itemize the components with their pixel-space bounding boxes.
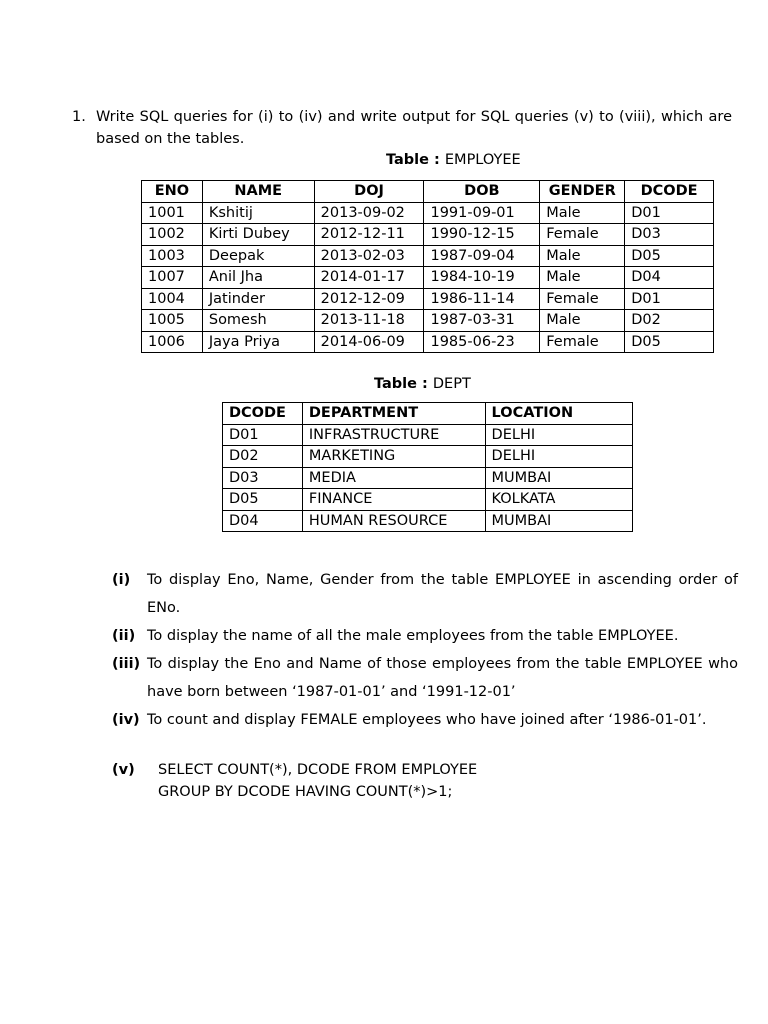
dept-table-caption	[374, 376, 471, 392]
table-row	[223, 446, 633, 468]
table-cell: D05	[223, 489, 303, 511]
table-cell: Female	[540, 224, 625, 246]
table-row	[142, 224, 714, 246]
table-cell: Somesh	[202, 310, 314, 332]
question-label: (i)	[112, 572, 131, 588]
table-cell: 1986-11-14	[424, 288, 540, 310]
table-row	[142, 267, 714, 289]
table-row	[223, 489, 633, 511]
table-row	[142, 331, 714, 353]
table-cell: FINANCE	[302, 489, 485, 511]
table-cell: 1991-09-01	[424, 202, 540, 224]
question-list	[112, 566, 738, 734]
table-cell: 1004	[142, 288, 203, 310]
table-cell: Kirti Dubey	[202, 224, 314, 246]
table-cell: 1001	[142, 202, 203, 224]
table-cell: Male	[540, 245, 625, 267]
table-cell: D01	[625, 288, 714, 310]
dept-caption-name: DEPT	[432, 376, 471, 392]
table-cell: D01	[625, 202, 714, 224]
employee-header-row	[142, 181, 714, 203]
table-cell: D05	[625, 331, 714, 353]
table-row	[142, 202, 714, 224]
question-label: (ii)	[112, 628, 136, 644]
employee-caption-prefix: Table :	[386, 152, 445, 168]
column-header: NAME	[202, 181, 314, 203]
table-cell: 2013-09-02	[314, 202, 424, 224]
question-item	[112, 706, 738, 734]
sql-query-line: GROUP BY DCODE HAVING COUNT(*)>1;	[158, 784, 453, 800]
question-item	[112, 566, 738, 622]
table-cell: D01	[223, 424, 303, 446]
table-cell: 1007	[142, 267, 203, 289]
column-header: DOB	[424, 181, 540, 203]
employee-table	[141, 180, 714, 353]
table-row	[142, 245, 714, 267]
column-header: DOJ	[314, 181, 424, 203]
table-cell: Jatinder	[202, 288, 314, 310]
table-cell: MEDIA	[302, 467, 485, 489]
table-cell: 2013-11-18	[314, 310, 424, 332]
sql-query-label: (v)	[112, 762, 135, 778]
table-cell: DELHI	[485, 424, 632, 446]
table-row	[223, 467, 633, 489]
table-cell: HUMAN RESOURCE	[302, 510, 485, 532]
table-cell: 1002	[142, 224, 203, 246]
table-cell: Female	[540, 331, 625, 353]
table-cell: D02	[625, 310, 714, 332]
question-label: (iv)	[112, 712, 140, 728]
table-cell: Male	[540, 310, 625, 332]
question-text: To display Eno, Name, Gender from the table EMPLOYEE in ascending order of ENo.	[147, 572, 738, 616]
question-item	[112, 622, 738, 650]
table-cell: D03	[223, 467, 303, 489]
employee-table-caption	[386, 152, 521, 168]
table-cell: Anil Jha	[202, 267, 314, 289]
table-cell: Kshitij	[202, 202, 314, 224]
dept-table	[222, 402, 633, 532]
employee-caption-name: EMPLOYEE	[444, 152, 521, 168]
dept-caption-prefix: Table :	[374, 376, 433, 392]
table-cell: 1005	[142, 310, 203, 332]
column-header: DEPARTMENT	[302, 403, 485, 425]
table-cell: Jaya Priya	[202, 331, 314, 353]
table-cell: DELHI	[485, 446, 632, 468]
table-row	[223, 424, 633, 446]
column-header: GENDER	[540, 181, 625, 203]
table-cell: MUMBAI	[485, 510, 632, 532]
table-cell: MARKETING	[302, 446, 485, 468]
table-cell: 2012-12-11	[314, 224, 424, 246]
column-header: ENO	[142, 181, 203, 203]
table-cell: 1987-03-31	[424, 310, 540, 332]
question-label: (iii)	[112, 656, 141, 672]
dept-header-row	[223, 403, 633, 425]
question-text: To count and display FEMALE employees who have joined after ‘1986-01-01’.	[147, 712, 707, 728]
table-cell: Deepak	[202, 245, 314, 267]
question-number: 1.	[72, 109, 86, 125]
table-cell: 2012-12-09	[314, 288, 424, 310]
question-intro	[72, 106, 732, 150]
question-intro-text: Write SQL queries for (i) to (iv) and write output for SQL queries (v) to (viii), which are based on the tables.	[96, 109, 732, 147]
column-header: LOCATION	[485, 403, 632, 425]
sql-query-line: SELECT COUNT(*), DCODE FROM EMPLOYEE	[158, 762, 478, 778]
table-cell: D03	[625, 224, 714, 246]
table-cell: 1985-06-23	[424, 331, 540, 353]
table-cell: 2014-01-17	[314, 267, 424, 289]
table-cell: KOLKATA	[485, 489, 632, 511]
table-cell: 1984-10-19	[424, 267, 540, 289]
table-row	[223, 510, 633, 532]
table-cell: D04	[625, 267, 714, 289]
table-cell: Female	[540, 288, 625, 310]
sql-query-block	[112, 759, 477, 803]
question-item	[112, 650, 738, 706]
table-row	[142, 310, 714, 332]
question-text: To display the Eno and Name of those employees from the table EMPLOYEE who have born between ‘1987-01-01’ and ‘1991-12-01’	[147, 656, 738, 700]
table-cell: 1006	[142, 331, 203, 353]
table-cell: 2014-06-09	[314, 331, 424, 353]
table-cell: 1987-09-04	[424, 245, 540, 267]
table-cell: 2013-02-03	[314, 245, 424, 267]
table-cell: INFRASTRUCTURE	[302, 424, 485, 446]
column-header: DCODE	[625, 181, 714, 203]
table-cell: D02	[223, 446, 303, 468]
table-cell: MUMBAI	[485, 467, 632, 489]
table-cell: Male	[540, 267, 625, 289]
table-cell: 1003	[142, 245, 203, 267]
table-cell: D04	[223, 510, 303, 532]
column-header: DCODE	[223, 403, 303, 425]
table-cell: 1990-12-15	[424, 224, 540, 246]
table-row	[142, 288, 714, 310]
question-text: To display the name of all the male employees from the table EMPLOYEE.	[147, 628, 679, 644]
table-cell: D05	[625, 245, 714, 267]
table-cell: Male	[540, 202, 625, 224]
